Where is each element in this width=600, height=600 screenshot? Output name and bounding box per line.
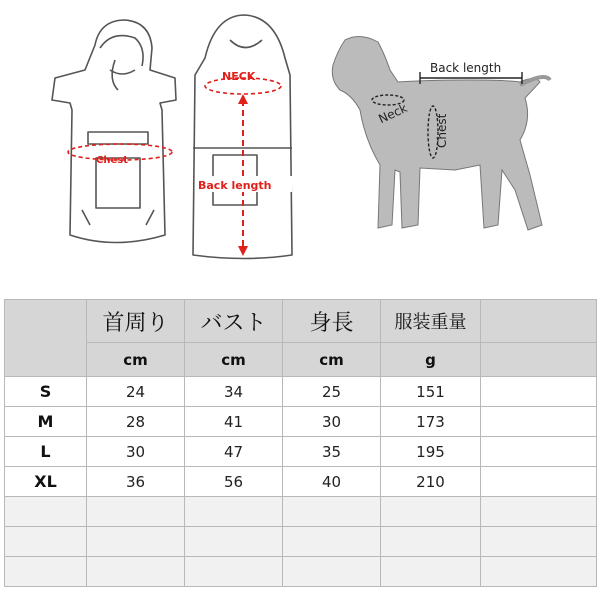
size-label: L: [40, 442, 51, 461]
cell-value: 30: [321, 413, 342, 431]
table-row: [5, 437, 597, 467]
cell-value: 28: [125, 413, 146, 431]
table-row: [5, 377, 597, 407]
dog-back-length-label: Back length: [430, 61, 502, 75]
table-row: [5, 407, 597, 437]
header-bust: バスト: [185, 300, 283, 343]
size-label: M: [37, 412, 54, 431]
unit-bust: cm: [185, 343, 283, 377]
empty-row: [5, 527, 597, 557]
cell-value: 173: [416, 413, 445, 431]
cell-value: 36: [125, 473, 146, 491]
empty-row: [5, 557, 597, 587]
size-label: S: [39, 382, 52, 401]
dog-neck-label: Neck: [376, 100, 410, 127]
header-empty: [481, 300, 597, 343]
cell-value: 195: [416, 443, 445, 461]
cell-value: 25: [321, 383, 342, 401]
cell-value: 35: [321, 443, 342, 461]
unit-length: cm: [283, 343, 381, 377]
cell-value: 41: [223, 413, 244, 431]
cell-value: 40: [321, 473, 342, 491]
back-neck-label: NECK: [222, 70, 256, 83]
cell-value: 56: [223, 473, 244, 491]
empty-row: [5, 497, 597, 527]
cell-value: 47: [223, 443, 244, 461]
unit-neck: cm: [87, 343, 185, 377]
front-chest-label: Chest: [96, 155, 128, 166]
header-neck: 首周り: [87, 300, 185, 343]
cell-value: 34: [223, 383, 244, 401]
cell-value: 210: [416, 473, 445, 491]
back-length-label: Back length: [198, 179, 272, 192]
size-label: XL: [34, 472, 57, 491]
cell-value: 30: [125, 443, 146, 461]
dog-chest-label: Chest: [435, 113, 449, 148]
size-chart-table: [4, 299, 597, 587]
table-corner-cell: [5, 300, 87, 377]
cell-value: 151: [416, 383, 445, 401]
size-illustration: [0, 0, 600, 275]
cell-value: 24: [125, 383, 146, 401]
table-row: [5, 467, 597, 497]
raincoat-front-drawing: [52, 20, 176, 243]
unit-empty: [481, 343, 597, 377]
unit-weight: g: [381, 343, 481, 377]
header-weight: 服装重量: [381, 300, 481, 343]
header-length: 身長: [283, 300, 381, 343]
